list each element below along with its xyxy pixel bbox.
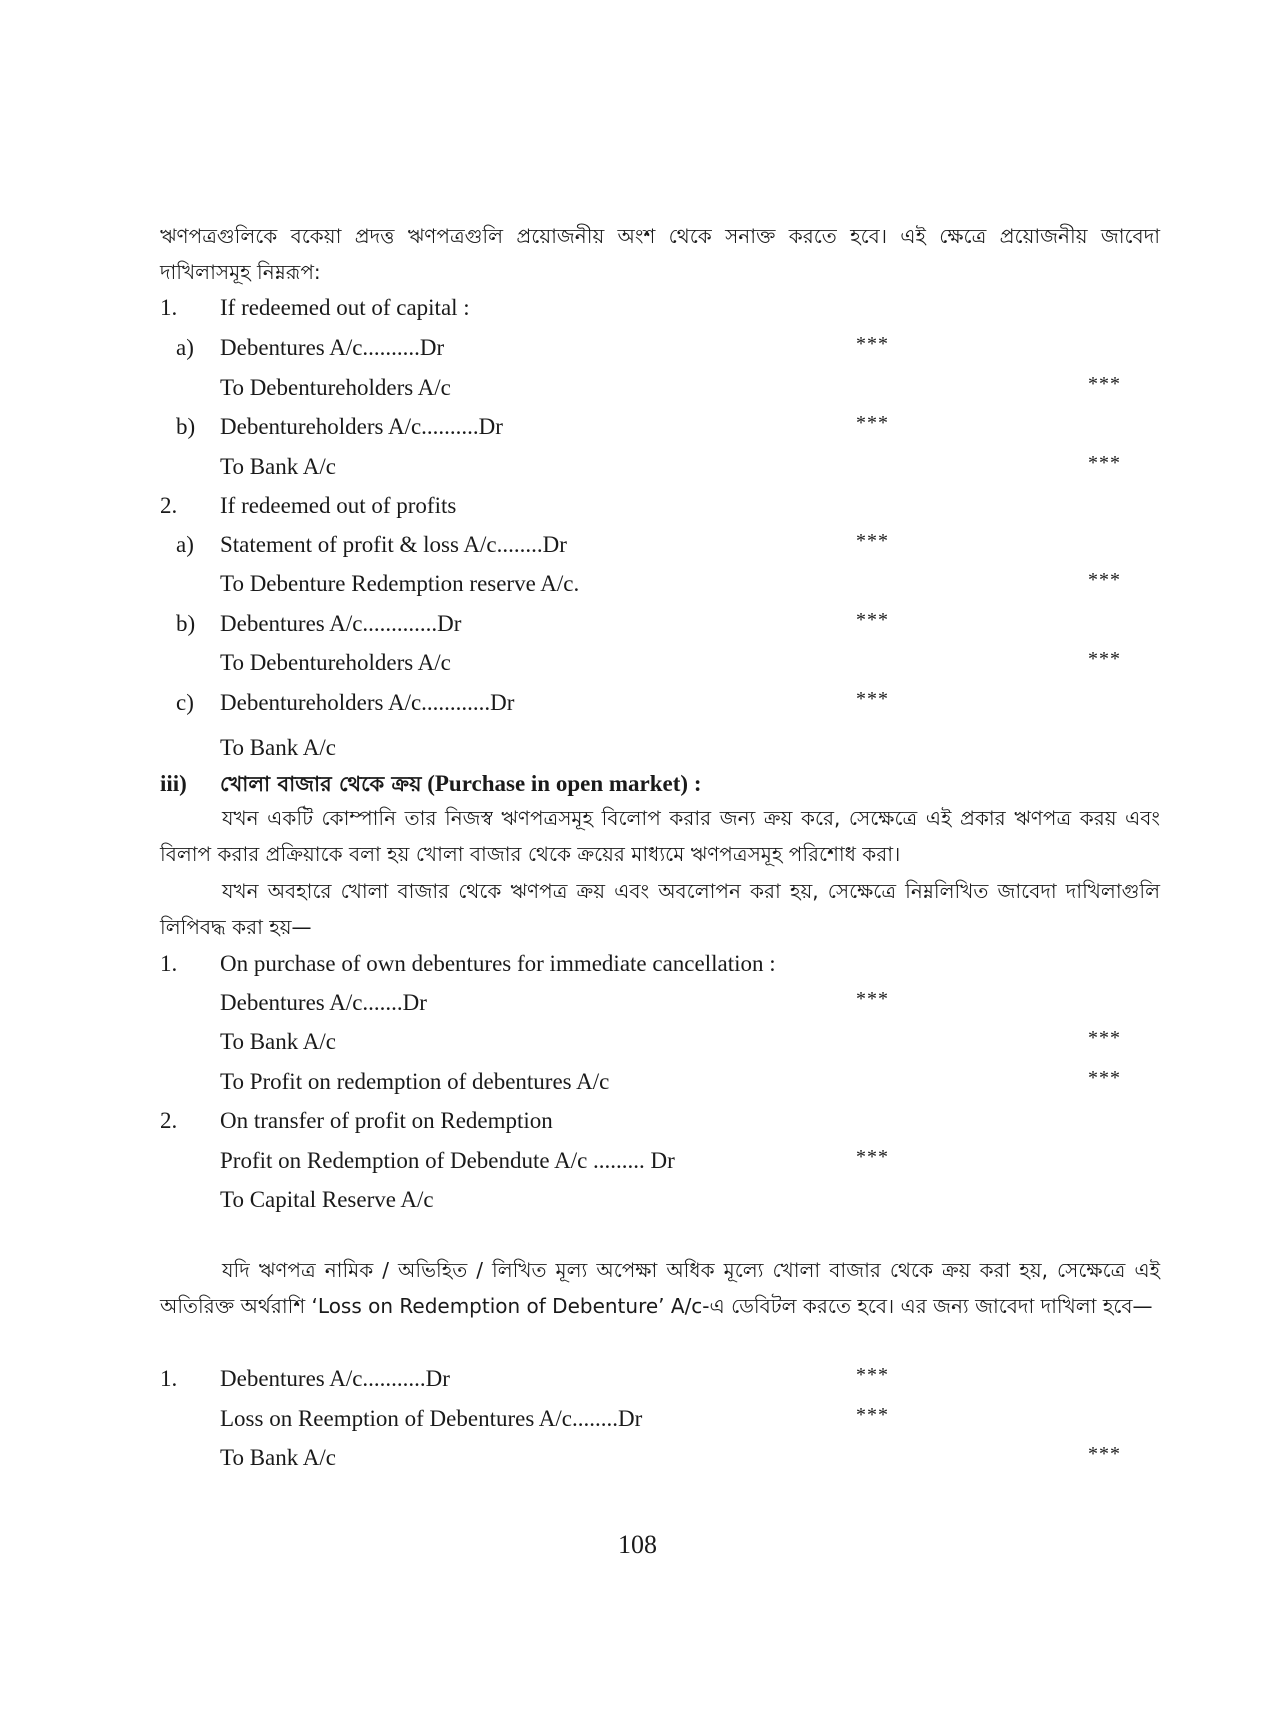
entry-heading-transfer: [0, 1103, 1275, 1139]
credit-amount: ***: [1088, 452, 1121, 474]
sub-label: a): [176, 335, 194, 360]
credit-amount: ***: [1088, 1027, 1121, 1049]
credit-account: To Bank A/c: [220, 1029, 336, 1054]
credit-account: To Debenture Redemption reserve A/c.: [220, 571, 580, 596]
entry-number: 2.: [160, 493, 178, 518]
section-title-english: (Purchase in open market) :: [427, 771, 702, 796]
debit-account: Debentures A/c.............Dr: [220, 611, 462, 636]
credit-account: To Bank A/c: [220, 735, 336, 760]
loss-paragraph: যদি ঋণপত্র নামিক / অভিহিত / লিখিত মূল্য অপেক্ষা অধিক মূল্যে খোলা বাজার থেকে ক্রয় করা হয়, সেক্ষেত্রে এই অতিরিক্ত অর্থরাশি ‘Loss on Redemption of Debenture’ A/c-এ ডেবিটল করতে হবে। এর জন্য জাবেদা দাখিলা হবে—: [160, 1258, 1160, 1318]
entry-heading-purchase: [0, 946, 1275, 982]
journal-credit-row: [0, 1182, 1275, 1218]
journal-credit-row: [0, 645, 1275, 681]
journal-debit-row: [0, 606, 1275, 642]
sub-label: b): [176, 414, 196, 439]
journal-credit-row: [0, 1440, 1275, 1476]
debit-amount: ***: [856, 988, 889, 1010]
debit-account: Profit on Redemption of Debendute A/c ......... Dr: [220, 1148, 675, 1173]
journal-credit-row: [0, 1024, 1275, 1060]
credit-account: To Debentureholders A/c: [220, 650, 451, 675]
debit-account: Debentures A/c.......Dr: [220, 990, 427, 1015]
journal-credit-row: [0, 730, 1275, 766]
entry-title: On purchase of own debentures for immediate cancellation :: [220, 951, 776, 976]
entry-heading-capital: [0, 290, 1275, 326]
credit-account: To Capital Reserve A/c: [220, 1187, 434, 1212]
section-label: iii): [160, 771, 187, 796]
credit-amount: ***: [1088, 1067, 1121, 1089]
sub-label: b): [176, 611, 196, 636]
debit-amount: ***: [856, 333, 889, 355]
credit-amount: ***: [1088, 569, 1121, 591]
debit-amount: ***: [856, 530, 889, 552]
entry-number: 1.: [160, 951, 178, 976]
entry-title: On transfer of profit on Redemption: [220, 1108, 553, 1133]
journal-credit-row: [0, 449, 1275, 485]
debit-account: Debentures A/c...........Dr: [220, 1366, 450, 1391]
sub-label: c): [176, 690, 194, 715]
entry-number: 1.: [160, 1366, 178, 1391]
debit-account: Debentures A/c..........Dr: [220, 335, 445, 360]
entry-title: If redeemed out of profits: [220, 493, 457, 518]
debit-amount: ***: [856, 1146, 889, 1168]
section-paragraph-1: যখন একটি কোম্পানি তার নিজস্ব ঋণপত্রসমূহ বিলোপ করার জন্য ক্রয় করে, সেক্ষেত্রে এই প্রকার ঋণপত্র করয় এবং বিলাপ করার প্রক্রিয়াকে বলা হয় খোলা বাজার থেকে ক্রয়ের মাধ্যমে ঋণপত্রসমূহ পরিশোধ করা।: [160, 806, 1160, 866]
credit-amount: ***: [1088, 1443, 1121, 1465]
debit-account: Debentureholders A/c..........Dr: [220, 414, 503, 439]
credit-account: To Debentureholders A/c: [220, 375, 451, 400]
journal-debit-row: [0, 1401, 1275, 1437]
section-heading: [0, 766, 1275, 802]
entry-number: 1.: [160, 295, 178, 320]
debit-amount: ***: [856, 1364, 889, 1386]
journal-debit-row: [0, 1361, 1275, 1397]
section-title: [220, 766, 702, 802]
entry-heading-profits: [0, 488, 1275, 524]
journal-debit-row: [0, 527, 1275, 563]
debit-amount: ***: [856, 412, 889, 434]
credit-account: To Profit on redemption of debentures A/c: [220, 1069, 610, 1094]
entry-title: If redeemed out of capital :: [220, 295, 470, 320]
debit-account: Loss on Reemption of Debentures A/c........Dr: [220, 1406, 643, 1431]
journal-debit-row: [0, 685, 1275, 721]
credit-account: To Bank A/c: [220, 1445, 336, 1470]
debit-account: Statement of profit & loss A/c........Dr: [220, 532, 567, 557]
entry-number: 2.: [160, 1108, 178, 1133]
credit-account: To Bank A/c: [220, 454, 336, 479]
sub-label: a): [176, 532, 194, 557]
journal-credit-row: [0, 370, 1275, 406]
debit-amount: ***: [856, 609, 889, 631]
journal-debit-row: [0, 1143, 1275, 1179]
journal-credit-row: [0, 1064, 1275, 1100]
debit-amount: ***: [856, 688, 889, 710]
credit-amount: ***: [1088, 373, 1121, 395]
journal-debit-row: [0, 985, 1275, 1021]
debit-account: Debentureholders A/c............Dr: [220, 690, 515, 715]
intro-paragraph: ঋণপত্রগুলিকে বকেয়া প্রদত্ত ঋণপত্রগুলি প্রয়োজনীয় অংশ থেকে সনাক্ত করতে হবে। এই ক্ষেত্রে প্রয়োজনীয় জাবেদা দাখিলাসমূহ নিম্নরূপ:: [160, 224, 1160, 284]
journal-debit-row: [0, 330, 1275, 366]
credit-amount: ***: [1088, 648, 1121, 670]
section-paragraph-2: যখন অবহারে খোলা বাজার থেকে ঋণপত্র ক্রয় এবং অবলোপন করা হয়, সেক্ষেত্রে নিম্নলিখিত জাবেদা দাখিলাগুলি লিপিবদ্ধ করা হয়—: [160, 879, 1160, 939]
section-title-bengali: খোলা বাজার থেকে ক্রয়: [220, 772, 422, 796]
journal-debit-row: [0, 409, 1275, 445]
journal-credit-row: [0, 566, 1275, 602]
page-number: 108: [618, 1530, 657, 1559]
debit-amount: ***: [856, 1404, 889, 1426]
